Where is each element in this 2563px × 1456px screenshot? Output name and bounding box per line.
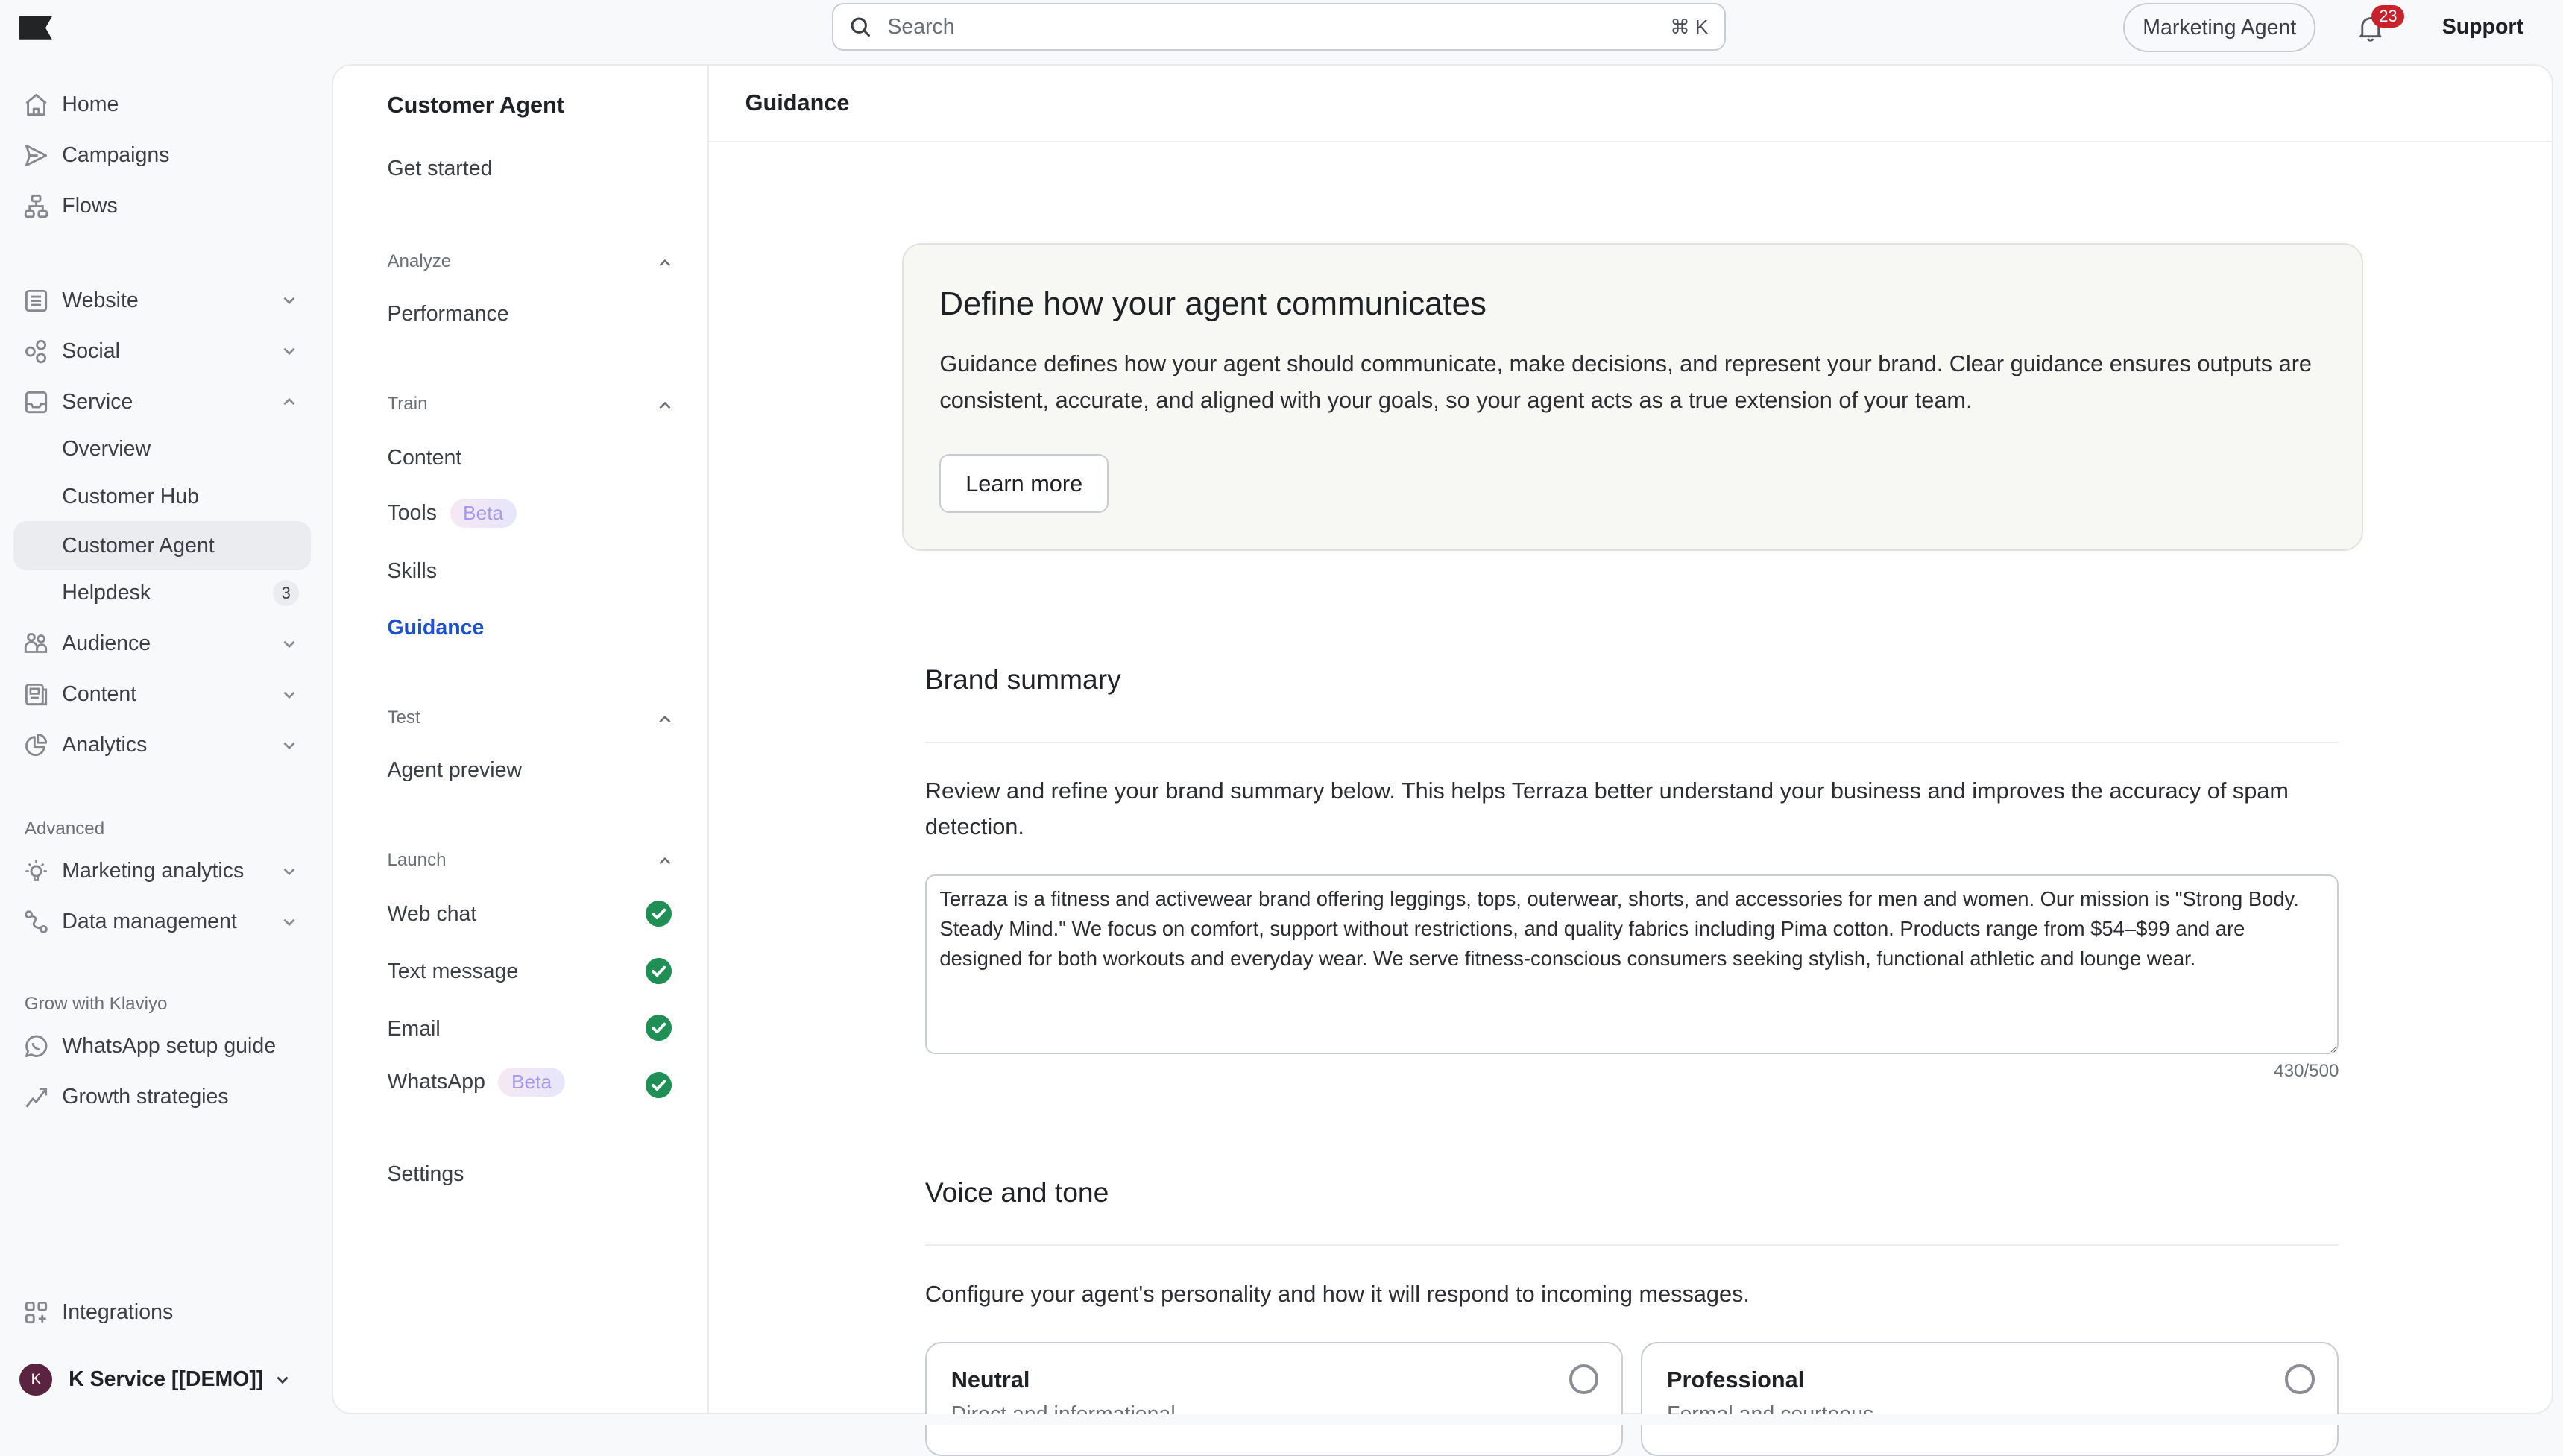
support-link[interactable]: Support — [2441, 14, 2523, 39]
marketing-agent-button[interactable]: Marketing Agent — [2123, 3, 2315, 52]
subnav-title: Customer Agent — [387, 91, 564, 118]
guidance-intro-card — [902, 243, 2363, 550]
sidebar-item-label: Customer Agent — [62, 533, 215, 558]
chevron-up-icon — [657, 853, 673, 869]
voice-tone-heading: Voice and tone — [924, 1176, 1109, 1208]
subnav-item-tools[interactable] — [387, 499, 516, 529]
subnav-item-get-started[interactable]: Get started — [387, 157, 493, 181]
sidebar-item-customer-agent[interactable] — [13, 521, 311, 570]
sidebar-item-label: Growth strategies — [62, 1084, 229, 1109]
brand-summary-heading: Brand summary — [924, 663, 1121, 695]
subnav-item-settings[interactable]: Settings — [387, 1162, 464, 1186]
tone-name: Neutral — [951, 1366, 1030, 1393]
chevron-down-icon — [281, 914, 297, 930]
sidebar-item-overview[interactable] — [13, 425, 311, 474]
account-name: K Service [[DEMO]] — [69, 1367, 264, 1392]
section-label: Analyze — [387, 251, 452, 272]
sidebar-item-service[interactable] — [13, 377, 311, 426]
sidebar-item-label: Integrations — [62, 1300, 174, 1325]
sidebar-item-integrations[interactable] — [13, 1288, 311, 1337]
sidebar-item-growth-strategies[interactable] — [13, 1072, 311, 1121]
subnav-item-whatsapp[interactable] — [387, 1068, 564, 1097]
content-icon — [23, 681, 49, 707]
check-circle-icon — [646, 958, 672, 984]
send-icon — [23, 142, 49, 168]
sidebar-item-label: Content — [62, 682, 137, 707]
subnav-item-email[interactable]: Email — [387, 1016, 441, 1041]
sidebar-item-label: Audience — [62, 631, 151, 656]
audience-icon — [23, 631, 49, 657]
search-icon — [850, 16, 871, 38]
notification-badge: 23 — [2371, 5, 2404, 28]
sidebar-item-label: Website — [62, 288, 139, 312]
sidebar-item-label: Flows — [62, 193, 118, 218]
divider — [925, 742, 2339, 743]
check-circle-icon — [646, 1015, 672, 1041]
beta-badge: Beta — [498, 1068, 564, 1097]
data-icon — [23, 909, 49, 935]
chevron-down-icon — [281, 292, 297, 309]
helpdesk-count-badge: 3 — [273, 580, 299, 606]
sidebar-item-customer-hub[interactable] — [13, 473, 311, 522]
beta-badge: Beta — [450, 499, 517, 529]
search-input[interactable] — [884, 13, 1670, 40]
brand-summary-textarea[interactable] — [925, 874, 2339, 1054]
subnav-section-launch[interactable] — [387, 850, 673, 871]
search-bar[interactable] — [832, 3, 1726, 51]
chevron-up-icon — [657, 397, 673, 414]
sidebar-item-analytics[interactable] — [13, 721, 311, 770]
intro-body: Guidance defines how your agent should communicate, make decisions, and represent your brand. Clear guidance ensures outputs are consistent, accurate, and aligned with your goals, so your agent acts as a true extension of your team. — [939, 350, 2312, 413]
subnav-item-guidance[interactable]: Guidance — [387, 616, 485, 640]
chevron-down-icon — [274, 1372, 291, 1388]
sidebar-item-audience[interactable] — [13, 620, 311, 669]
subnav-item-skills[interactable]: Skills — [387, 558, 437, 583]
trend-icon — [23, 1084, 49, 1110]
integrations-icon — [23, 1299, 49, 1326]
item-label: WhatsApp — [387, 1069, 485, 1094]
main-card — [332, 64, 2553, 1414]
chevron-down-icon — [281, 737, 297, 754]
subnav-item-web-chat[interactable]: Web chat — [387, 902, 477, 927]
top-bar — [0, 0, 2563, 59]
item-label: Tools — [387, 500, 437, 525]
home-icon — [23, 92, 49, 118]
sidebar-item-label: Social — [62, 338, 120, 363]
subnav-item-content[interactable]: Content — [387, 446, 462, 470]
advanced-section-label: Advanced — [24, 819, 105, 839]
chevron-down-icon — [281, 687, 297, 703]
sidebar-item-label: Customer Hub — [62, 485, 200, 509]
sidebar-item-flows[interactable] — [13, 181, 311, 230]
customer-agent-subnav — [333, 66, 709, 1413]
sidebar-item-label: Overview — [62, 437, 151, 461]
chevron-down-icon — [281, 343, 297, 359]
chevron-down-icon — [281, 636, 297, 652]
tone-radio-professional[interactable] — [2285, 1364, 2314, 1393]
section-label: Train — [387, 394, 428, 415]
social-icon — [23, 338, 49, 365]
sidebar-item-content[interactable] — [13, 670, 311, 719]
sidebar-item-website[interactable] — [13, 277, 311, 326]
sidebar-item-marketing-analytics[interactable] — [13, 847, 311, 896]
lightbulb-icon — [23, 858, 49, 884]
sidebar-item-label: Data management — [62, 910, 237, 934]
section-label: Test — [387, 707, 420, 728]
tone-option-professional[interactable] — [1641, 1342, 2339, 1456]
sidebar-item-home[interactable] — [13, 80, 311, 129]
sidebar-item-label: Campaigns — [62, 142, 170, 167]
subnav-section-test[interactable] — [387, 707, 673, 728]
flow-icon — [23, 193, 49, 219]
sidebar-item-helpdesk[interactable] — [13, 569, 311, 618]
intro-title: Define how your agent communicates — [939, 286, 1487, 323]
sidebar-item-campaigns[interactable] — [13, 130, 311, 180]
sidebar-item-label: Service — [62, 389, 133, 414]
sidebar-item-social[interactable] — [13, 327, 311, 376]
tone-name: Professional — [1667, 1366, 1805, 1393]
page-title: Guidance — [745, 89, 850, 116]
whatsapp-icon — [23, 1033, 49, 1059]
grow-section-label: Grow with Klaviyo — [24, 994, 168, 1015]
tone-radio-neutral[interactable] — [1569, 1364, 1598, 1393]
chevron-down-icon — [281, 863, 297, 880]
section-label: Launch — [387, 849, 447, 870]
learn-more-button[interactable]: Learn more — [939, 454, 1109, 513]
chevron-up-icon — [281, 394, 297, 410]
divider — [925, 1244, 2339, 1245]
check-circle-icon — [646, 901, 672, 927]
website-icon — [23, 288, 49, 314]
account-switcher[interactable] — [13, 1355, 311, 1405]
tone-option-neutral[interactable] — [925, 1342, 1623, 1456]
analytics-icon — [23, 732, 49, 758]
brand-summary-description: Review and refine your brand summary below. This helps Terraza better understand your business and improves the accuracy of spam detection. — [924, 777, 2289, 840]
subnav-section-analyze[interactable] — [387, 251, 673, 272]
subnav-item-text-message[interactable]: Text message — [387, 959, 519, 983]
subnav-item-agent-preview[interactable]: Agent preview — [387, 758, 523, 783]
sidebar-item-label: Helpdesk — [62, 581, 151, 605]
page-header — [709, 66, 2551, 142]
sidebar-item-label: WhatsApp setup guide — [62, 1033, 277, 1058]
inbox-icon — [23, 389, 49, 415]
search-shortcut: ⌘ K — [1670, 15, 1709, 38]
sidebar-item-label: Home — [62, 92, 119, 116]
subnav-section-train[interactable] — [387, 394, 673, 415]
sidebar-item-label: Marketing analytics — [62, 859, 245, 883]
chevron-up-icon — [657, 711, 673, 728]
subnav-item-performance[interactable]: Performance — [387, 302, 509, 327]
check-circle-icon — [646, 1072, 672, 1098]
klaviyo-logo-icon[interactable] — [19, 16, 52, 40]
character-count: 430/500 — [2274, 1060, 2339, 1081]
left-sidebar — [0, 66, 332, 1425]
chevron-up-icon — [657, 255, 673, 271]
sidebar-item-label: Analytics — [62, 733, 148, 757]
viewport-bottom-edge — [0, 1414, 2563, 1425]
sidebar-item-whatsapp-guide[interactable] — [13, 1021, 311, 1071]
avatar: K — [19, 1364, 52, 1396]
sidebar-item-data-management[interactable] — [13, 898, 311, 947]
voice-tone-description: Configure your agent's personality and how it will respond to incoming messages. — [924, 1281, 1750, 1308]
